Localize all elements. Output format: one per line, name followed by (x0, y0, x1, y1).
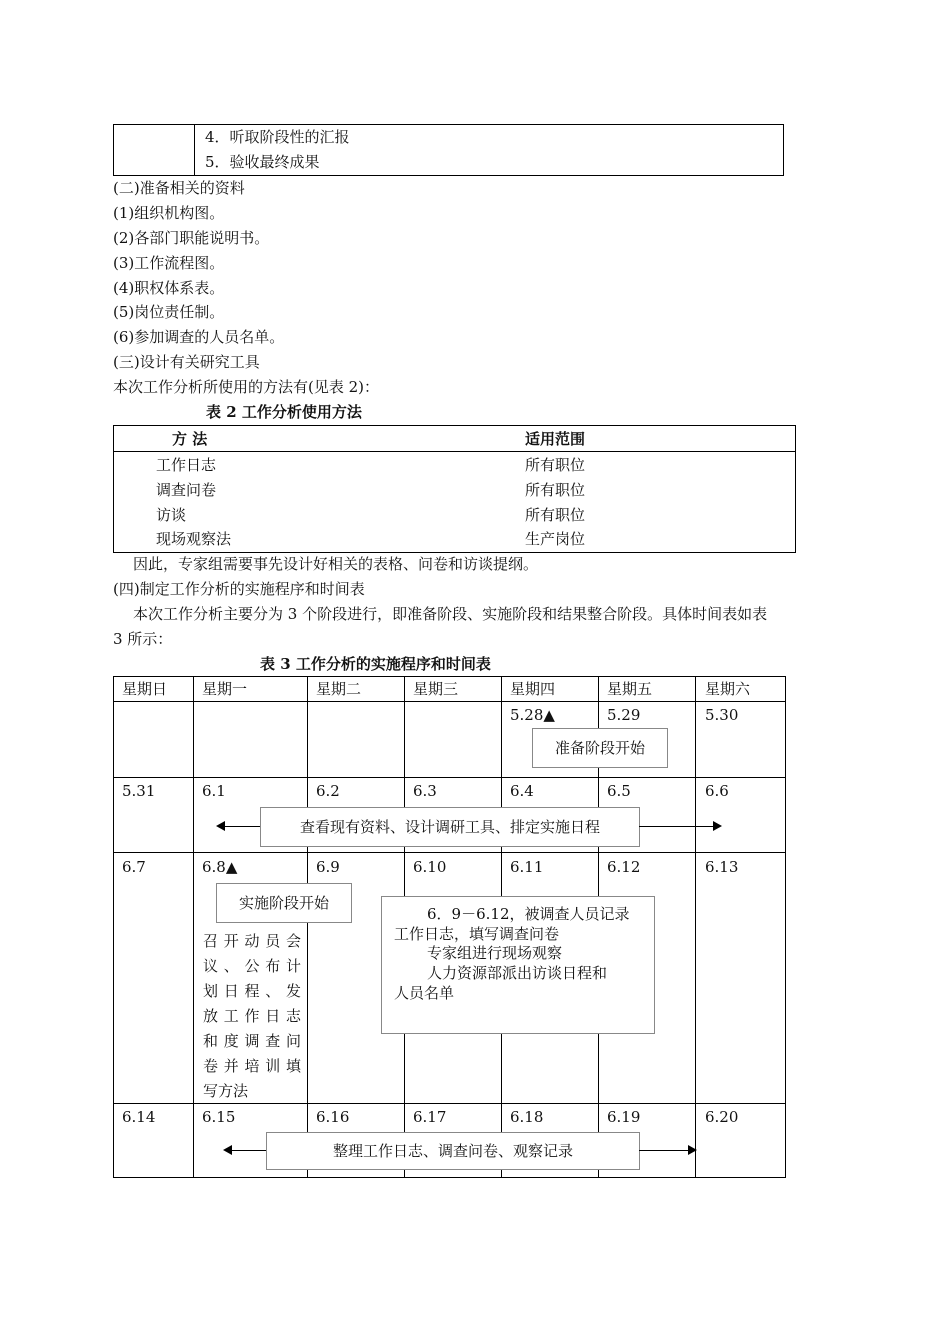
date-cell: 6.1 (202, 782, 226, 800)
paragraph: 因此，专家组需要事先设计好相关的表格、问卷和访谈提纲。 (133, 555, 539, 573)
monday-activity-line: 放工作日志 (203, 1007, 301, 1025)
table2-cell: 所有职位 (525, 456, 586, 474)
date-cell: 6.4 (510, 782, 534, 800)
date-cell: 6.14 (122, 1108, 156, 1126)
list-item: (4)职权体系表。 (113, 279, 225, 297)
monday-activity-line: 和度调查问 (203, 1032, 301, 1050)
weekday-header: 星期六 (705, 680, 751, 698)
table2-cell: 调查问卷 (156, 481, 217, 499)
date-cell: 5.31 (122, 782, 156, 800)
date-cell: 6.13 (705, 858, 739, 876)
date-cell: 6.19 (607, 1108, 641, 1126)
table2-cell: 生产岗位 (525, 530, 586, 548)
date-cell: 6.18 (510, 1108, 544, 1126)
monday-activity-line: 卷并培训填 (203, 1057, 301, 1075)
survey-line: 工作日志，填写调查问卷 (394, 925, 560, 943)
top-fragment-table (113, 124, 784, 176)
grid-line (113, 777, 786, 778)
date-cell: 5.29 (607, 706, 641, 724)
weekday-header: 星期四 (510, 680, 556, 698)
table2-caption: 表 2 工作分析使用方法 (206, 403, 362, 421)
list-item: (2)各部门职能说明书。 (113, 229, 270, 247)
organize-stage-box: 整理工作日志、调查问卷、观察记录 (266, 1132, 640, 1170)
table3 (113, 676, 786, 1178)
survey-activity-box (381, 896, 655, 1034)
top-table-item: 4．听取阶段性的汇报 (205, 128, 350, 146)
top-table-right-cell (195, 125, 784, 176)
table2-header-method: 方 法 (172, 430, 208, 448)
date-cell: 6.8▲ (202, 858, 238, 876)
arrow-line (639, 1150, 688, 1151)
table2-cell: 访谈 (156, 506, 187, 524)
weekday-header: 星期二 (316, 680, 362, 698)
weekday-header: 星期五 (607, 680, 653, 698)
date-cell: 6.5 (607, 782, 631, 800)
table2-header-row (114, 426, 795, 452)
date-cell: 6.20 (705, 1108, 739, 1126)
date-cell: 6.16 (316, 1108, 350, 1126)
section-heading-3: (三)设计有关研究工具 (113, 353, 260, 371)
top-table-item: 5．验收最终成果 (205, 153, 320, 171)
weekday-header: 星期日 (122, 680, 168, 698)
weekday-header: 星期三 (413, 680, 459, 698)
arrow-right-icon (713, 821, 722, 831)
survey-line: 人员名单 (394, 984, 455, 1002)
date-cell: 6.6 (705, 782, 729, 800)
grid-line (113, 701, 786, 702)
date-cell: 6.3 (413, 782, 437, 800)
date-cell: 6.2 (316, 782, 340, 800)
survey-line: 6．9－6.12，被调查人员记录 (427, 905, 630, 923)
monday-activity-line: 写方法 (203, 1082, 249, 1100)
monday-activity-text (203, 929, 301, 1104)
monday-activity-line: 召开动员会 (203, 932, 301, 950)
prepare-stage-box: 准备阶段开始 (532, 728, 668, 768)
grid-line (113, 852, 786, 853)
arrow-line (639, 826, 713, 827)
monday-activity-line: 议、公布计 (203, 957, 301, 975)
date-cell: 5.30 (705, 706, 739, 724)
date-cell: 6.17 (413, 1108, 447, 1126)
list-item: (6)参加调查的人员名单。 (113, 328, 285, 346)
list-item: (5)岗位责任制。 (113, 303, 225, 321)
arrow-right-icon (688, 1145, 697, 1155)
implement-stage-box: 实施阶段开始 (216, 883, 352, 923)
survey-line: 专家组进行现场观察 (427, 944, 563, 962)
grid-line (113, 1177, 786, 1178)
survey-line: 人力资源部派出访谈日程和 (427, 964, 608, 982)
date-cell: 6.9 (316, 858, 340, 876)
monday-activity-line: 划日程、发 (203, 982, 301, 1000)
date-cell: 6.7 (122, 858, 146, 876)
table2-cell: 现场观察法 (156, 530, 232, 548)
list-item: (3)工作流程图。 (113, 254, 225, 272)
table2-cell: 所有职位 (525, 481, 586, 499)
top-table-left-cell (114, 125, 195, 176)
date-cell: 5.28▲ (510, 706, 555, 724)
date-cell: 6.11 (510, 858, 544, 876)
paragraph: 本次工作分析主要分为 3 个阶段进行，即准备阶段、实施阶段和结果整合阶段。具体时间表如表 (133, 605, 768, 623)
date-cell: 6.10 (413, 858, 447, 876)
paragraph: 3 所示： (113, 630, 173, 648)
date-cell: 6.12 (607, 858, 641, 876)
table3-caption: 表 3 工作分析的实施程序和时间表 (260, 655, 491, 673)
table2-cell: 工作日志 (156, 456, 217, 474)
section-heading-4: (四)制定工作分析的实施程序和时间表 (113, 580, 365, 598)
review-stage-box: 查看现有资料、设计调研工具、排定实施日程 (260, 807, 640, 847)
paragraph: 本次工作分析所使用的方法有(见表 2)： (113, 378, 380, 396)
arrow-line (231, 1150, 266, 1151)
weekday-header: 星期一 (202, 680, 248, 698)
section-heading-2: (二)准备相关的资料 (113, 179, 245, 197)
table2-header-scope: 适用范围 (525, 430, 586, 448)
list-item: (1)组织机构图。 (113, 204, 225, 222)
date-cell: 6.15 (202, 1108, 236, 1126)
table2-cell: 所有职位 (525, 506, 586, 524)
grid-line (113, 676, 786, 677)
table2 (113, 425, 796, 553)
arrow-line (224, 826, 260, 827)
